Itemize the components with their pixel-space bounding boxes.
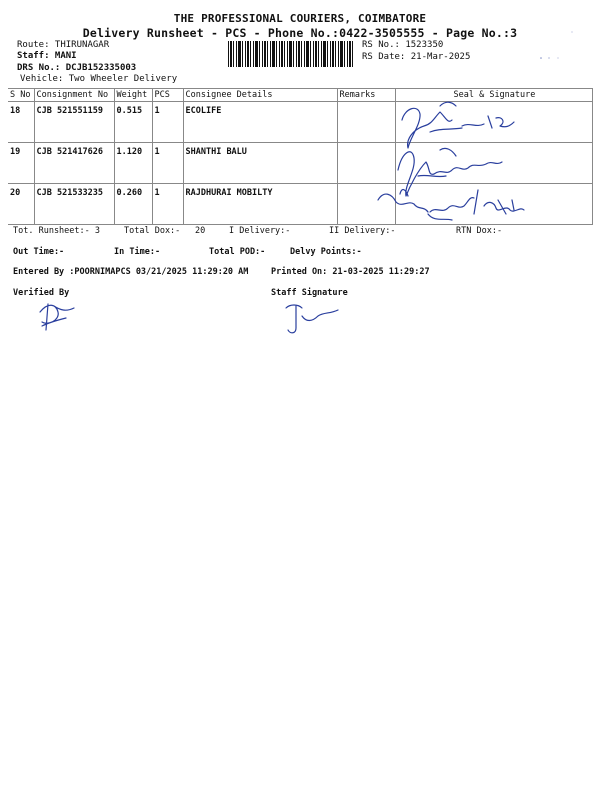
row-consignee: SHANTHI BALU [183, 143, 337, 184]
staff-label: Staff: MANI [17, 51, 77, 61]
rtn-dox-label: RTN Dox:- [456, 226, 503, 236]
entered-by: Entered By :POORNIMAPCS 03/21/2025 11:29:20 AM [13, 267, 249, 277]
verified-by-label: Verified By [13, 288, 70, 298]
row-pcs: 1 [152, 143, 183, 184]
printed-on: Printed On: 21-03-2025 11:29:27 [271, 267, 430, 277]
row-consignment: CJB 521533235 [34, 184, 114, 225]
row-remarks [337, 143, 395, 184]
i-delivery-label: I Delivery:- [229, 226, 291, 236]
table-row [8, 184, 592, 225]
row-weight: 0.260 [114, 184, 152, 225]
total-pod-label: Total POD:- [209, 247, 266, 257]
rs-number: RS No.: 1523350 [362, 40, 444, 50]
table-header-row [8, 89, 592, 102]
row-sno: 18 [8, 102, 34, 143]
drs-number: DRS No.: DCJB152335003 [17, 63, 137, 73]
row-signature [395, 143, 592, 184]
row-consignment: CJB 521551159 [34, 102, 114, 143]
table-row [8, 143, 592, 184]
col-header-weight: Weight [114, 89, 152, 102]
total-dox-value: 20 [195, 226, 206, 236]
row-sno: 19 [8, 143, 34, 184]
row-sno: 20 [8, 184, 34, 225]
row-weight: 0.515 [114, 102, 152, 143]
staff-signature-label: Staff Signature [271, 288, 348, 298]
col-header-sno: S No [8, 89, 34, 102]
table-row [8, 102, 592, 143]
row-consignee: ECOLIFE [183, 102, 337, 143]
route-label: Route: THIRUNAGAR [17, 40, 110, 50]
row-consignment: CJB 521417626 [34, 143, 114, 184]
ii-delivery-label: II Delivery:- [329, 226, 396, 236]
row-signature [395, 184, 592, 225]
col-header-signature: Seal & Signature [395, 89, 592, 102]
tot-runsheet: Tot. Runsheet:- 3 [13, 226, 100, 236]
delvy-points-label: Delvy Points:- [290, 247, 362, 257]
runsheet-subtitle: Delivery Runsheet - PCS - Phone No.:0422-3505555 - Page No.:3 [82, 26, 518, 40]
row-pcs: 1 [152, 184, 183, 225]
out-time-label: Out Time:- [13, 247, 65, 257]
row-pcs: 1 [152, 102, 183, 143]
company-title: THE PROFESSIONAL COURIERS, COIMBATORE [173, 12, 427, 25]
barcode [228, 41, 354, 67]
row-remarks [337, 102, 395, 143]
row-remarks [337, 184, 395, 225]
in-time-label: In Time:- [114, 247, 161, 257]
col-header-remarks: Remarks [337, 89, 395, 102]
verified-by-signature [40, 304, 74, 330]
col-header-consignee: Consignee Details [183, 89, 337, 102]
rs-date: RS Date: 21-Mar-2025 [362, 52, 471, 62]
row-weight: 1.120 [114, 143, 152, 184]
row-signature [395, 102, 592, 143]
col-header-consignment: Consignment No [34, 89, 114, 102]
row-consignee: RAJDHURAI MOBILTY [183, 184, 337, 225]
vehicle-label: Vehicle: Two Wheeler Delivery [20, 74, 178, 84]
col-header-pcs: PCS [152, 89, 183, 102]
staff-signature-ink [286, 305, 338, 333]
total-dox-label: Total Dox:- [124, 226, 181, 236]
runsheet-table [8, 88, 593, 225]
